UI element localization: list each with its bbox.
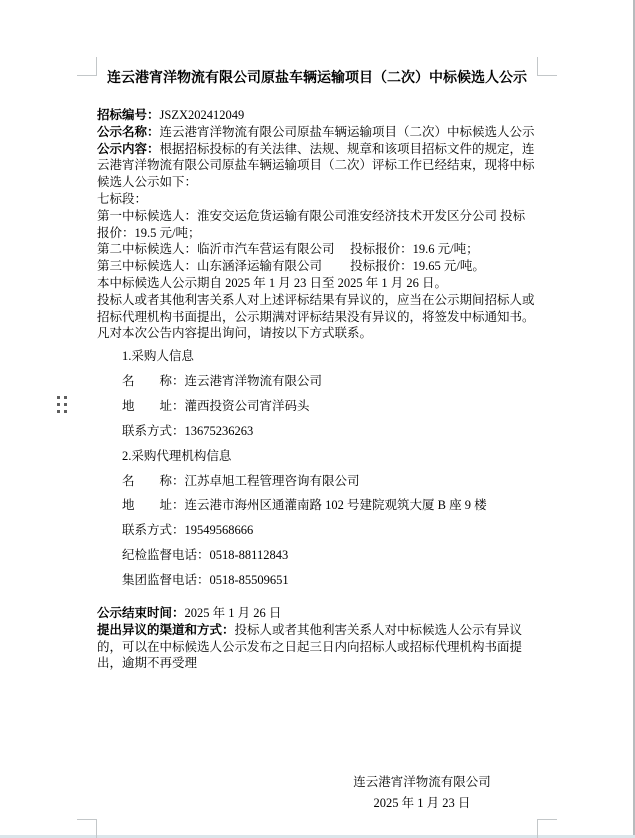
agency-section-title: 2.采购代理机构信息 [122,448,232,463]
footer-paragraphs [97,605,537,672]
end-time-label: 公示结束时间： [97,606,185,620]
candidate-1-text: 第一中标候选人：淮安交运危货运输有限公司淮安经济技术开发区分公司 投标 [97,208,526,223]
candidate-2-text: 第二中标候选人：临沂市汽车营运有限公司 投标报价：19.6 元/吨； [97,242,479,257]
margin-crop-mark-top-left [77,57,97,76]
objection-channel-text-3: 出，逾期不再受理 [97,656,198,671]
discipline-supervision-phone: 纪检监督电话：0518-88112843 [122,548,289,563]
line-notice-content-1 [97,141,537,158]
margin-crop-mark-top-right [537,57,557,76]
agency-address: 地 址：连云港市海州区通灌南路 102 号建院观筑大厦 B 座 9 楼 [122,498,487,513]
purchaser-address: 地 址：灌西投资公司宵洋码头 [122,398,310,413]
contact-info-block [122,344,537,593]
margin-crop-mark-bottom-left [77,819,97,838]
notice-content-text-2: 云港宵洋物流有限公司原盐车辆运输项目（二次）评标工作已经结束，现将中标 [97,158,535,173]
line-candidate-2 [97,241,537,258]
line-objection-channel-1 [97,622,537,639]
line-contact-note [97,325,537,342]
main-paragraphs [97,107,537,342]
notice-content-text-1: 根据招标投标的有关法律、法规、规章和该项目招标文件的规定，连 [159,141,535,156]
purchaser-phone: 联系方式：13675236263 [122,423,254,438]
line-section-seven [97,191,537,208]
purchaser-name: 名 称：连云港宵洋物流有限公司 [122,373,323,388]
objection-info-text-2: 招标代理机构书面提出，公示期满对评标结果没有异议的，将签发中标通知书。 [97,309,535,324]
drag-handle-icon[interactable] [57,396,67,413]
line-candidate-1 [97,208,537,225]
purchaser-section-title: 1.采购人信息 [122,349,194,363]
objection-info-text-1: 投标人或者其他利害关系人对上述评标结果有异议的，应当在公示期间招标人或 [97,292,535,307]
notice-content-text-3: 候选人公示如下： [97,175,198,190]
signature-company: 连云港宵洋物流有限公司 [353,775,491,789]
candidate-1-price-text: 报价：19.5 元/吨； [97,225,201,240]
agency-name: 名 称：江苏卓旭工程管理咨询有限公司 [122,473,360,488]
section-seven-text: 七标段： [97,191,148,206]
doc-title: 连云港宵洋物流有限公司原盐车辆运输项目（二次）中标候选人公示 [107,71,527,86]
line-end-time [97,605,537,622]
bid-number-value: JSZX202412049 [159,108,245,122]
objection-channel-text-1: 投标人或者其他利害关系人对中标候选人公示有异议 [234,622,523,637]
notice-name-label: 公示名称： [97,124,160,139]
line-objection-channel-3 [97,655,537,672]
line-candidate-1-price [97,225,537,242]
agency-phone: 联系方式：19549568666 [122,523,254,538]
objection-channel-label: 提出异议的渠道和方式： [97,622,235,637]
line-objection-channel-2 [97,639,537,656]
group-supervision-phone: 集团监督电话：0518-85509651 [122,573,289,588]
candidate-3-text: 第三中标候选人：山东涵泽运输有限公司 投标报价：19.65 元/吨。 [97,259,485,274]
line-candidate-3 [97,258,537,275]
publicity-period-text: 本中标候选人公示期自 2025 年 1 月 23 日至 2025 年 1 月 26 日。 [97,275,448,290]
line-objection-info-1 [97,292,537,309]
signature-block [302,772,542,814]
notice-name-value: 连云港宵洋物流有限公司原盐车辆运输项目（二次）中标候选人公示 [159,124,535,139]
line-notice-content-2 [97,157,537,174]
line-bid-number [97,107,537,124]
bid-number-label: 招标编号： [97,108,160,122]
margin-crop-mark-bottom-right [537,819,557,838]
contact-note-text: 凡对本次公告内容提出询问，请按以下方式联系。 [97,326,373,341]
signature-date: 2025 年 1 月 23 日 [373,796,471,810]
line-notice-name [97,124,537,141]
line-notice-content-3 [97,174,537,191]
objection-channel-text-2: 的，可以在中标候选人公示发布之日起三日内向招标人或招标代理机构书面提 [97,639,523,654]
line-objection-info-2 [97,309,537,326]
notice-content-label: 公示内容： [97,141,160,156]
line-publicity-period [97,275,537,292]
end-time-value: 2025 年 1 月 26 日 [184,606,282,620]
